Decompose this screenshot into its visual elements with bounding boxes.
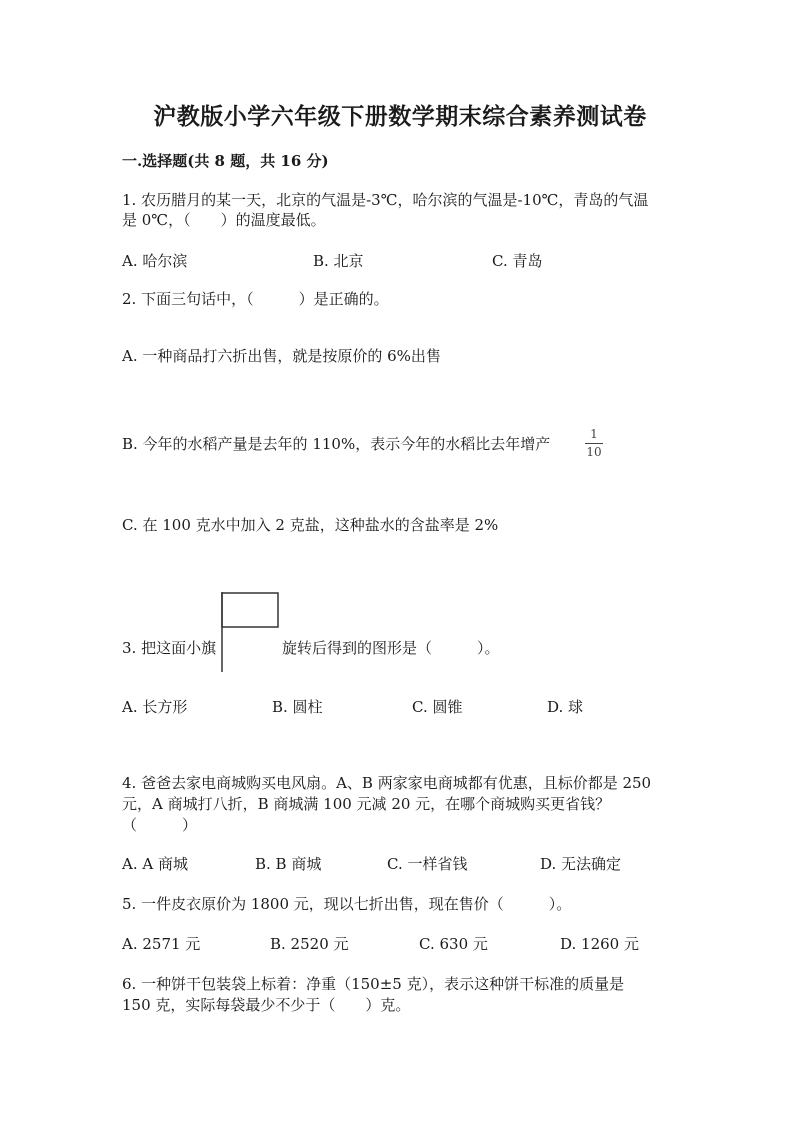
question-5-text: 5. 一件皮衣原价为 1800 元，现以七折出售，现在售价（ ）。	[122, 895, 572, 913]
flag-cloth	[222, 593, 278, 627]
question-4-option-c: C. 一样省钱	[387, 855, 468, 873]
question-2-option-c: C. 在 100 克水中加入 2 克盐，这种盐水的含盐率是 2%	[122, 516, 499, 534]
question-4-option-d: D. 无法确定	[540, 855, 622, 873]
question-4-option-b: B. B 商城	[255, 855, 322, 873]
question-2-option-a: A. 一种商品打六折出售，就是按原价的 6%出售	[122, 347, 441, 365]
question-4-line-2: 元，A 商城打八折，B 商城满 100 元减 20 元，在哪个商城购买更省钱？	[122, 795, 611, 813]
question-4-line-1: 4. 爸爸去家电商城购买电风扇。A、B 两家家电商城都有优惠，且标价都是 250	[122, 774, 652, 792]
fraction-denominator: 10	[586, 445, 602, 459]
question-1-option-a: A. 哈尔滨	[122, 252, 188, 270]
question-1-option-c: C. 青岛	[492, 252, 543, 270]
question-1-line-1: 1. 农历腊月的某一天，北京的气温是-3℃，哈尔滨的气温是-10℃，青岛的气温	[122, 191, 649, 209]
question-1-line-2: 是 0℃，（ ）的温度最低。	[122, 211, 326, 229]
question-3-option-a: A. 长方形	[122, 698, 188, 716]
question-6-line-1: 6. 一种饼干包装袋上标着：净重（150±5 克），表示这种饼干标准的质量是	[122, 975, 625, 993]
question-5-option-a: A. 2571 元	[122, 935, 201, 953]
question-4-option-a: A. A 商城	[122, 855, 188, 873]
question-5-option-b: B. 2520 元	[270, 935, 349, 953]
question-3-option-c: C. 圆锥	[412, 698, 463, 716]
question-1-option-b: B. 北京	[313, 252, 364, 270]
section-heading: 一.选择题(共 8 题，共 16 分)	[122, 152, 329, 170]
question-6-line-2: 150 克，实际每袋最少不少于（ ）克。	[122, 996, 411, 1014]
question-5-option-c: C. 630 元	[419, 935, 488, 953]
fraction-one-tenth	[585, 428, 603, 459]
page-title: 沪教版小学六年级下册数学期末综合素养测试卷	[153, 103, 647, 130]
question-3-text-before: 3. 把这面小旗	[122, 639, 217, 657]
question-5-option-d: D. 1260 元	[560, 935, 639, 953]
fraction-numerator: 1	[590, 427, 598, 441]
question-3-text-after: 旋转后得到的图形是（ ）。	[282, 639, 500, 657]
question-3-option-d: D. 球	[547, 698, 584, 716]
flag-figure	[220, 592, 280, 672]
question-3-option-b: B. 圆柱	[272, 698, 323, 716]
question-2-text: 2. 下面三句话中，（ ）是正确的。	[122, 290, 389, 308]
question-2-option-b: B. 今年的水稻产量是去年的 110%，表示今年的水稻比去年增产	[122, 435, 551, 453]
question-4-line-3: （ ）	[122, 816, 198, 834]
